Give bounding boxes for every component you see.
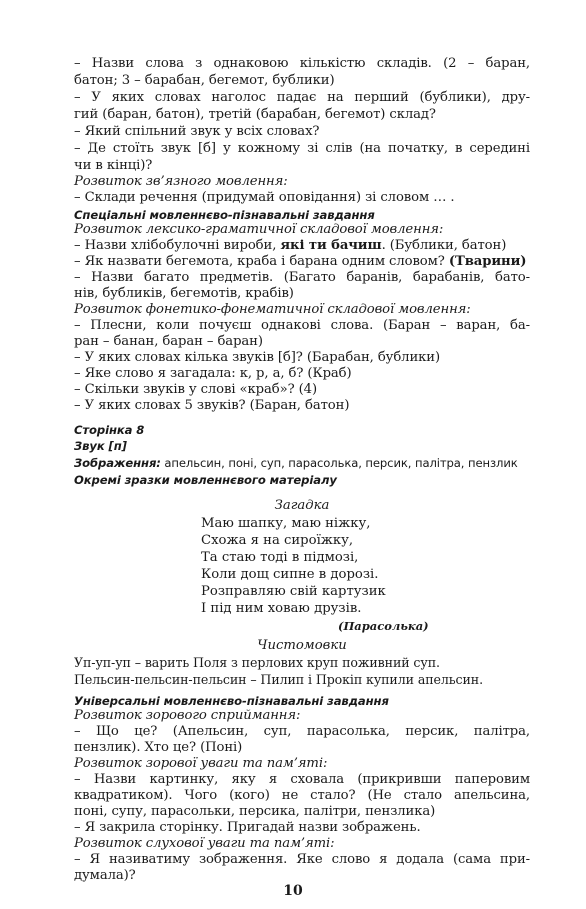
text-line: – У яких словах 5 звуків? (Баран, батон) [74,398,350,413]
poem-line: Схожа я на сироїжку, [201,533,354,548]
text-line: – Я закрила сторінку. Пригадай назви зображень. [74,820,421,835]
text-line: думала)? [74,868,136,883]
text-line: – Назви багато предметів. (Багато баранів, барабанів, бато- [74,270,530,285]
poem-line: Розправляю свій картузик [201,584,386,599]
page-reference: Сторінка 8 [74,423,145,437]
text-line: – Скільки звуків у слові «краб»? (4) [74,382,318,397]
poem-line: Маю шапку, маю ніжку, [201,516,371,531]
text-line: гий (баран, батон), третій (барабан, бегемот) склад? [74,107,436,122]
text-line: – Назви хлібобулочні вироби, які ти бачиш. (Бублики, батон) [74,238,507,253]
text-line: пензлик). Хто це? (Поні) [74,740,243,755]
text-line: – Який спільний звук у всіх словах? [74,124,320,139]
section-heading: Спеціальні мовленнєво-пізнавальні завдання [74,208,375,222]
text-line: поні, супу, парасольки, персика, палітри, пензлика) [74,804,436,819]
tongue-twister-title: Чистомовки [257,638,347,653]
tongue-twister: Пельсин-пельсин-пельсин – Пилип і Прокіп купили апельсин. [74,672,483,687]
section-heading: Окремі зразки мовленнєвого матеріалу [74,473,337,487]
text-line: чи в кінці)? [74,158,153,173]
section-heading: Універсальні мовленнєво-пізнавальні завдання [74,694,389,708]
text-line: – Склади речення (придумай оповідання) зі словом … . [74,190,455,205]
section-subheading: Розвиток фонетико-фонематичної складової мовлення: [74,302,471,317]
text-line: батон; 3 – барабан, бегемот, бублики) [74,73,335,88]
text-line: – Що це? (Апельсин, суп, парасолька, персик, палітра, [74,724,530,739]
section-subheading: Розвиток зорової уваги та пам’яті: [74,756,328,771]
riddle-title: Загадка [274,498,330,513]
text-line: – Назви картинку, яку я сховала (прикривши паперовим [74,772,530,787]
page-number: 10 [283,883,303,899]
text-line: – Як назвати бегемота, краба і барана одним словом? (Тварини) [74,254,527,269]
poem-line: І під ним ховаю друзів. [201,601,362,616]
poem-line: Та стаю тоді в підмозі, [201,550,359,565]
text-line: – У яких словах кілька звуків [б]? (Барабан, бублики) [74,350,441,365]
section-subheading: Розвиток слухової уваги та пам’яті: [74,836,335,851]
images-list: Зображення: апельсин, поні, суп, парасолька, персик, палітра, пензлик [74,456,518,470]
sound-heading: Звук [п] [74,439,127,453]
text-line: – Я називатиму зображення. Яке слово я додала (сама при- [74,852,530,867]
text-line: – Де стоїть звук [б] у кожному зі слів (на початку, в середині [74,141,530,156]
tongue-twister: Уп-уп-уп – варить Поля з перлових круп поживний суп. [74,655,440,670]
section-subheading: Розвиток лексико-граматичної складової мовлення: [74,222,444,237]
text-line: – Плесни, коли почуєш однакові слова. (Баран – варан, ба- [74,318,530,333]
text-line: квадратиком). Чого (кого) не стало? (Не стало апельсина, [74,788,530,803]
text-line: нів, бубликів, бегемотів, крабів) [74,286,294,301]
text-line: – У яких словах наголос падає на перший (бублики), дру- [74,90,530,105]
text-line: – Яке слово я загадала: к, р, а, б? (Краб) [74,366,352,381]
text-line: ран – банан, баран – баран) [74,334,263,349]
text-line: – Назви слова з однаковою кількістю складів. (2 – баран, [74,56,530,71]
section-subheading: Розвиток зв’язного мовлення: [74,174,288,189]
poem-line: Коли дощ сипне в дорозі. [201,567,379,582]
section-subheading: Розвиток зорового сприймання: [74,708,301,723]
riddle-answer: (Парасолька) [338,619,429,633]
